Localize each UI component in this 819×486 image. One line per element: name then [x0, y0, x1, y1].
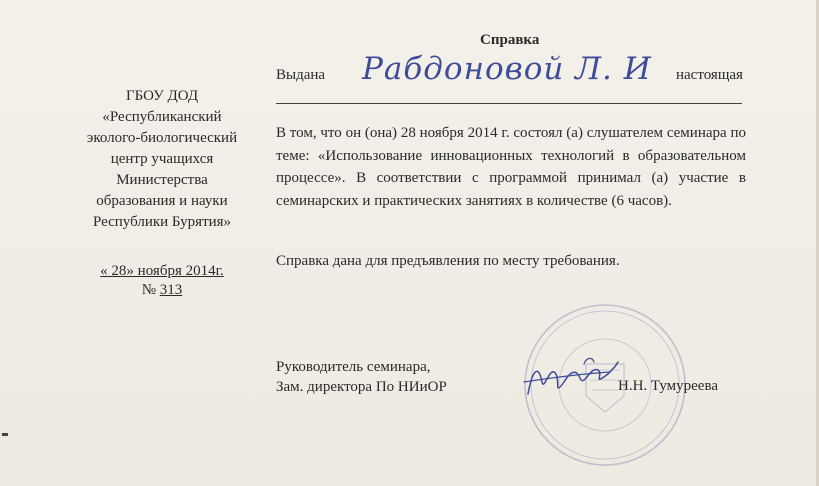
certificate-note: Справка дана для предъявления по месту требования. [276, 253, 620, 269]
margin-mark [2, 433, 8, 436]
org-line: образования и науки [96, 193, 228, 209]
signatory-role [276, 357, 447, 397]
organization-header [62, 86, 262, 233]
issued-underline [276, 103, 742, 104]
issued-label: Выдана [276, 67, 326, 83]
document-number: 313 [159, 282, 183, 298]
document-date-number [62, 262, 262, 300]
signer-name: Н.Н. Тумуреева [618, 378, 718, 394]
org-line: ГБОУ ДОД [125, 88, 199, 104]
document-date: « 28» ноября 2014г. [100, 263, 224, 279]
document-title: Справка [480, 32, 540, 48]
number-prefix: № [141, 282, 160, 298]
org-line: эколого-биологический [86, 130, 238, 146]
org-line: «Республиканский [102, 109, 222, 125]
org-line: Министерства [116, 172, 208, 188]
org-line: Республики Бурятия» [92, 214, 232, 230]
document-number-line [62, 281, 262, 300]
role-line-1: Руководитель семинара, [276, 359, 431, 375]
role-line-2: Зам. директора По НИиОР [276, 379, 447, 395]
org-line: центр учащихся [110, 151, 214, 167]
certificate-body: В том, что он (она) 28 ноября 2014 г. состоял (а) слушателем семинара по теме: «Использование инновационных технологий в образовательном процессе». В соответствии с программой принимал (а) участие в семинарских и практических занятиях в количестве (6 часов). [276, 125, 746, 209]
issued-suffix: настоящая [676, 67, 743, 83]
issued-name-handwritten: Рабдоновой Л. И [362, 51, 652, 87]
handwritten-signature-icon [520, 352, 620, 404]
